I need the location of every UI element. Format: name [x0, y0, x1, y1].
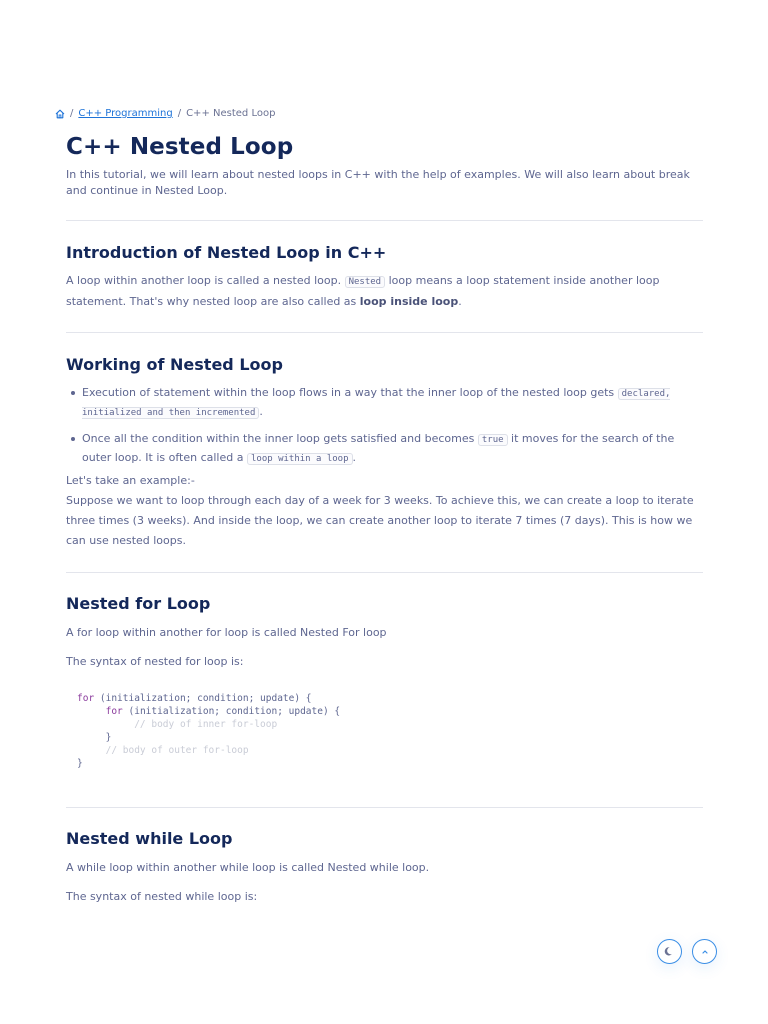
nested-for-syntax-label: The syntax of nested for loop is:	[66, 655, 244, 668]
breadcrumb-link-cpp-programming[interactable]: C++ Programming	[78, 108, 173, 119]
code-keyword: for	[105, 706, 123, 717]
divider	[66, 332, 703, 333]
inline-code-declared: declared, initialized and then incremented	[82, 389, 671, 418]
bullet-text: Execution of statement within the loop flows in a way that the inner loop of the nested loop gets	[82, 386, 615, 399]
inline-code-nested: Nested	[345, 276, 386, 288]
bullet-text: it moves for the search of the outer loop. It is often called a	[82, 432, 675, 464]
example-paragraph: Suppose we want to loop through each day of a week for 3 weeks. To achieve this, we can create a loop to iterate three times (3 weeks). And inside the loop, we can create another loop to iterate 7 times (7 days). This is how we can use nested loops.	[66, 494, 694, 547]
nested-while-description: A while loop within another while loop is called Nested while loop.	[66, 861, 430, 874]
scroll-to-top-button[interactable]	[692, 939, 717, 964]
section-heading-working: Working of Nested Loop	[66, 355, 283, 374]
strong-loop-inside-loop: loop inside loop	[359, 295, 459, 308]
divider	[66, 220, 703, 221]
bullet-text: Once all the condition within the inner loop gets satisfied and becomes	[82, 432, 475, 445]
page-intro: In this tutorial, we will learn about nested loops in C++ with the help of examples. We will also learn about break and continue in Nested Loop.	[66, 168, 690, 197]
breadcrumb-current: C++ Nested Loop	[186, 108, 276, 119]
example-intro: Let's take an example:-	[66, 474, 195, 487]
moon-icon	[664, 942, 675, 961]
inline-code-true: true	[478, 434, 508, 446]
section-heading-nested-while: Nested while Loop	[66, 829, 233, 848]
inline-code-loop-within-a-loop: loop within a loop	[247, 453, 353, 465]
home-icon[interactable]	[55, 109, 65, 119]
list-item	[66, 384, 706, 422]
introduction-text-end: .	[458, 295, 462, 308]
introduction-text: A loop within another loop is called a nested loop.	[66, 274, 342, 287]
code-indent	[77, 706, 106, 717]
nested-for-description: A for loop within another for loop is called Nested For loop	[66, 626, 387, 639]
bullet-text-end: .	[352, 451, 357, 464]
bullet-text-end: .	[259, 405, 263, 418]
breadcrumb-separator: /	[177, 108, 182, 119]
list-item	[66, 430, 706, 468]
section-heading-nested-for: Nested for Loop	[66, 594, 211, 613]
nested-while-syntax-label: The syntax of nested while loop is:	[66, 890, 258, 903]
introduction-text: loop means a loop statement inside another loop statement. That's why nested loop are also called as	[66, 274, 660, 308]
divider	[66, 572, 703, 573]
working-bullet-list	[66, 384, 706, 476]
code-line: }	[77, 758, 83, 769]
code-comment: // body of inner for-loop	[77, 719, 278, 730]
breadcrumb-separator: /	[70, 108, 74, 119]
code-keyword: for	[77, 693, 95, 704]
code-line: (initialization; condition; update) {	[94, 693, 312, 704]
theme-toggle-button[interactable]	[657, 939, 682, 964]
section-heading-introduction: Introduction of Nested Loop in C++	[66, 243, 387, 262]
divider	[66, 807, 703, 808]
code-line: (initialization; condition; update) {	[122, 706, 341, 717]
code-line: }	[77, 732, 112, 743]
introduction-paragraph	[66, 271, 706, 312]
chevron-up-icon	[700, 942, 710, 961]
code-comment: // body of outer for-loop	[77, 745, 249, 756]
page-title: C++ Nested Loop	[66, 134, 294, 160]
breadcrumb	[55, 107, 275, 121]
code-block-nested-for	[77, 692, 340, 770]
